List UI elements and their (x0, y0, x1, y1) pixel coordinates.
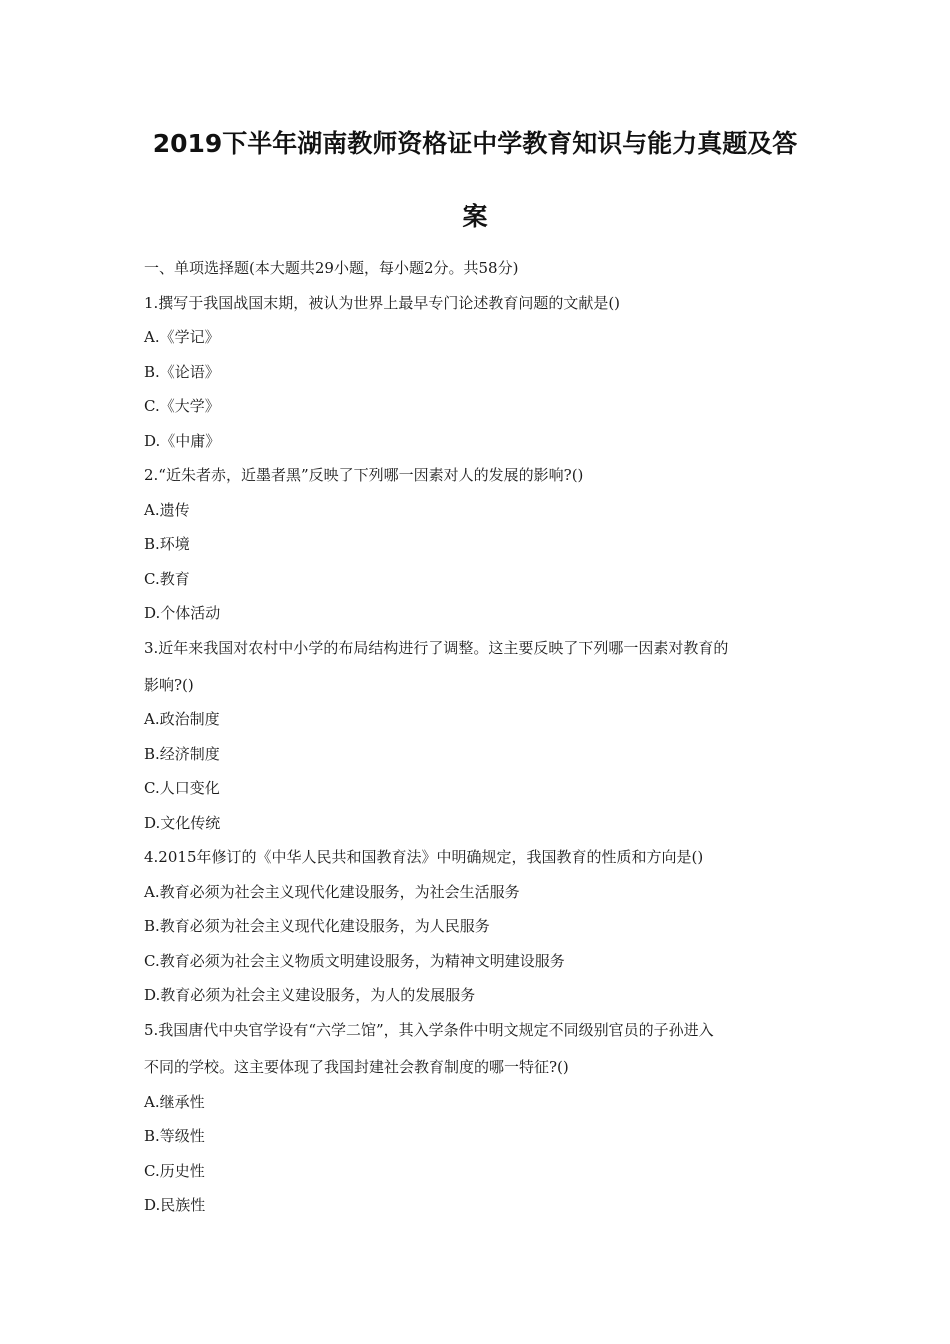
question-5-option-c: C.历史性 (144, 1162, 205, 1180)
question-4-option-b: B.教育必须为社会主义现代化建设服务，为人民服务 (144, 917, 490, 935)
question-3-stem-line-2: 影响?() (144, 676, 194, 694)
question-2-option-b: B.环境 (144, 535, 190, 553)
question-1-stem: 1.撰写于我国战国末期，被认为世界上最早专门论述教育问题的文献是() (144, 294, 621, 312)
question-5-option-d: D.民族性 (144, 1196, 206, 1214)
question-1-option-a: A.《学记》 (144, 328, 220, 346)
section-heading: 一、单项选择题(本大题共29小题，每小题2分。共58分) (144, 259, 519, 277)
question-2-stem: 2.“近朱者赤，近墨者黑”反映了下列哪一因素对人的发展的影响?() (144, 466, 584, 484)
question-4-option-d: D.教育必须为社会主义建设服务，为人的发展服务 (144, 986, 476, 1004)
document-title-line-2: 案 (462, 202, 488, 231)
question-1-option-b: B.《论语》 (144, 363, 220, 381)
question-5-stem-line-2: 不同的学校。这主要体现了我国封建社会教育制度的哪一特征?() (144, 1058, 569, 1076)
question-4-option-a: A.教育必须为社会主义现代化建设服务，为社会生活服务 (144, 883, 520, 901)
question-4-stem: 4.2015年修订的《中华人民共和国教育法》中明确规定，我国教育的性质和方向是() (144, 848, 704, 866)
question-5-option-b: B.等级性 (144, 1127, 205, 1145)
question-4-option-c: C.教育必须为社会主义物质文明建设服务，为精神文明建设服务 (144, 952, 565, 970)
question-1-option-c: C.《大学》 (144, 397, 220, 415)
question-3-option-b: B.经济制度 (144, 745, 220, 763)
question-2-option-a: A.遗传 (144, 501, 190, 519)
question-5-option-a: A.继承性 (144, 1093, 205, 1111)
question-5-stem-line-1: 5.我国唐代中央官学设有“六学二馆”，其入学条件中明文规定不同级别官员的子孙进入 (144, 1021, 714, 1039)
question-3-option-a: A.政治制度 (144, 710, 220, 728)
question-2-option-c: C.教育 (144, 570, 190, 588)
question-3-option-d: D.文化传统 (144, 814, 221, 832)
document-title-line-1: 2019下半年湖南教师资格证中学教育知识与能力真题及答 (152, 129, 798, 158)
question-3-stem-line-1: 3.近年来我国对农村中小学的布局结构进行了调整。这主要反映了下列哪一因素对教育的 (144, 639, 729, 657)
question-1-option-d: D.《中庸》 (144, 432, 221, 450)
question-3-option-c: C.人口变化 (144, 779, 220, 797)
question-2-option-d: D.个体活动 (144, 604, 221, 622)
